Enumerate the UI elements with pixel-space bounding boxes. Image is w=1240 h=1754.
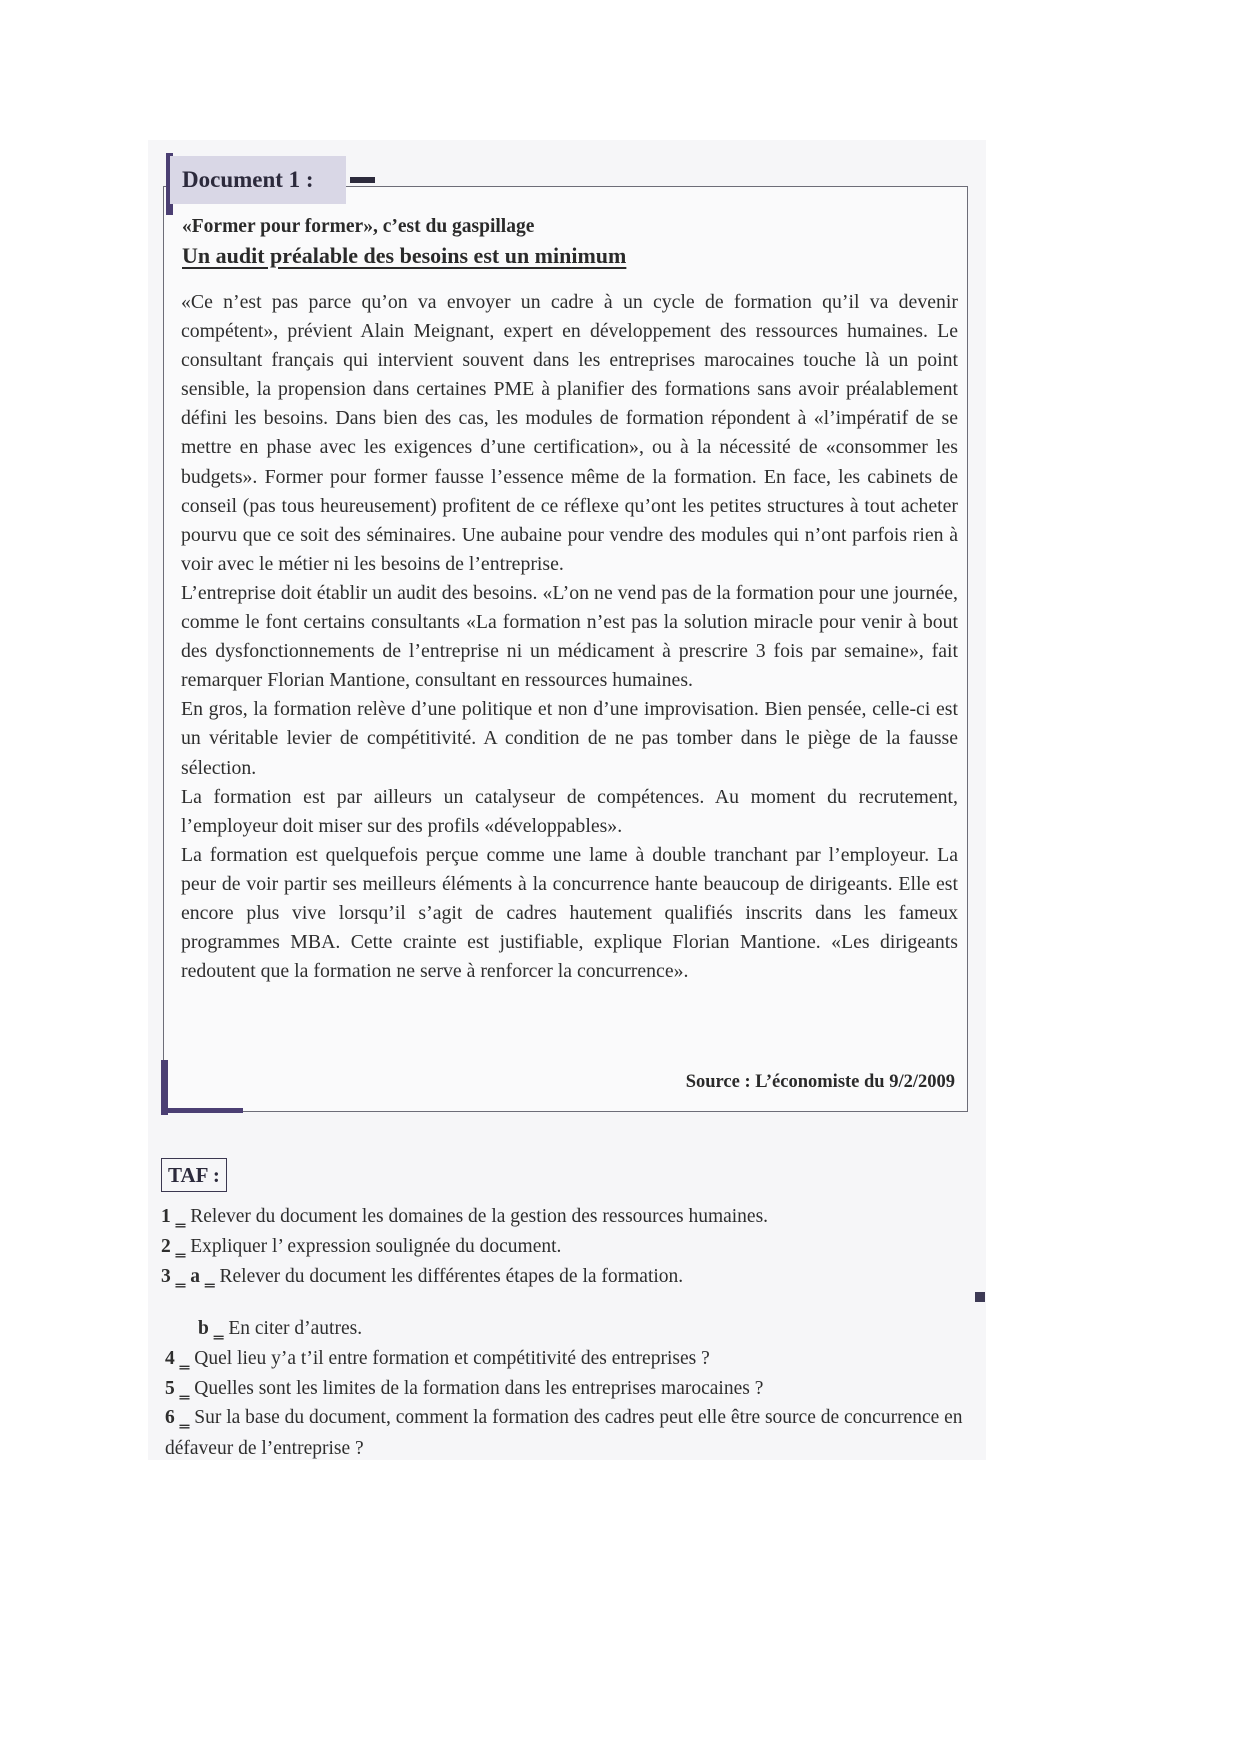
article-paragraph: «Ce n’est pas parce qu’on va envoyer un cadre à un cycle de formation qu’il va devenir compétent», prévient Alain Meignant, expert en développement des ressources humaines. Le consultant français qui intervient souvent dans les entreprises marocaines touche là un point sensible, la propension dans certaines PME à planifier des formations sans avoir préalablement défini les besoins. Dans bien des cas, les modules de formation répondent à «l’impératif de se mettre en phase avec les exigences d’une certification», ou à la nécessité de «consommer les budgets». Former pour former fausse l’essence même de la formation. En face, les cabinets de conseil (pas tous heureusement) profitent de ce réflexe qu’ont les petites structures à tout acheter pourvu que ce soit des séminaires. Une aubaine pour vendre des modules qui n’ont parfois rien à voir avec le métier ni les besoins de l’entreprise. (181, 291, 958, 575)
question-text: Relever du document les domaines de la gestion des ressources humaines. (185, 1206, 769, 1227)
frame-accent-underline (161, 1108, 243, 1113)
question-text: Expliquer l’ expression soulignée du document. (185, 1236, 562, 1257)
question-3b (198, 1318, 362, 1340)
question-number: 5 ‗ (165, 1378, 190, 1399)
article-source: Source : L’économiste du 9/2/2009 (685, 1072, 955, 1092)
question-6 (165, 1402, 985, 1464)
document-tab-label: Document 1 : (182, 167, 314, 192)
article-paragraph: La formation est quelquefois perçue comme une lame à double tranchant par l’employeur. La peur de voir partir ses meilleurs éléments à la concurrence hante beaucoup de dirigeants. Elle est encore plus vive lorsqu’il s’agit de cadres hautement qualifiés inscrits dans les fameux programmes MBA. Cette crainte est justifiable, explique Florian Mantione. «Les dirigeants redoutent que la formation ne serve à renforcer la concurrence». (181, 843, 958, 983)
question-2 (161, 1236, 561, 1258)
taf-label: TAF : (161, 1158, 227, 1192)
question-number: 2 ‗ (161, 1236, 186, 1257)
article-paragraph: L’entreprise doit établir un audit des besoins. «L’on ne vend pas de la formation pour une journée, comme le font certains consultants «La formation n’est pas la solution miracle pour venir à bout des dysfonctionnements de l’entreprise ni un médicament à prescrire 3 fois par semaine», fait remarquer Florian Mantione, consultant en ressources humaines. (181, 581, 958, 692)
question-5 (165, 1378, 763, 1400)
question-3a (161, 1266, 683, 1288)
question-text: En citer d’autres. (223, 1318, 363, 1339)
document-tab (170, 156, 346, 204)
question-4 (165, 1348, 710, 1370)
question-text: Quelles sont les limites de la formation dans les entreprises marocaines ? (189, 1378, 764, 1399)
question-number: 6 ‗ (165, 1407, 190, 1428)
question-number: 3 ‗ a ‗ (161, 1266, 215, 1287)
question-text: Relever du document les différentes étapes de la formation. (214, 1266, 684, 1287)
article-kicker: «Former pour former», c’est du gaspillage (182, 216, 535, 237)
question-text: Quel lieu y’a t’il entre formation et compétitivité des entreprises ? (189, 1348, 710, 1369)
document-tab-dash (350, 177, 375, 183)
article-paragraph: La formation est par ailleurs un catalyseur de compétences. Au moment du recrutement, l’employeur doit miser sur des profils «développables». (181, 785, 958, 837)
question-number: 1 ‗ (161, 1206, 186, 1227)
question-number: 4 ‗ (165, 1348, 190, 1369)
frame-accent-bottom (161, 1060, 168, 1115)
article-paragraph: En gros, la formation relève d’une politique et non d’une improvisation. Bien pensée, celle-ci est un véritable levier de compétitivité. A condition de ne pas tomber dans le piège de la fausse sélection. (181, 698, 958, 779)
margin-mark (975, 1292, 985, 1302)
article-headline: Un audit préalable des besoins est un minimum (182, 243, 627, 268)
question-number: b ‗ (198, 1318, 224, 1339)
question-text: Sur la base du document, comment la formation des cadres peut elle être source de concurrence en défaveur de l’entreprise ? (165, 1407, 963, 1459)
question-1 (161, 1206, 768, 1228)
article-body (181, 288, 958, 986)
